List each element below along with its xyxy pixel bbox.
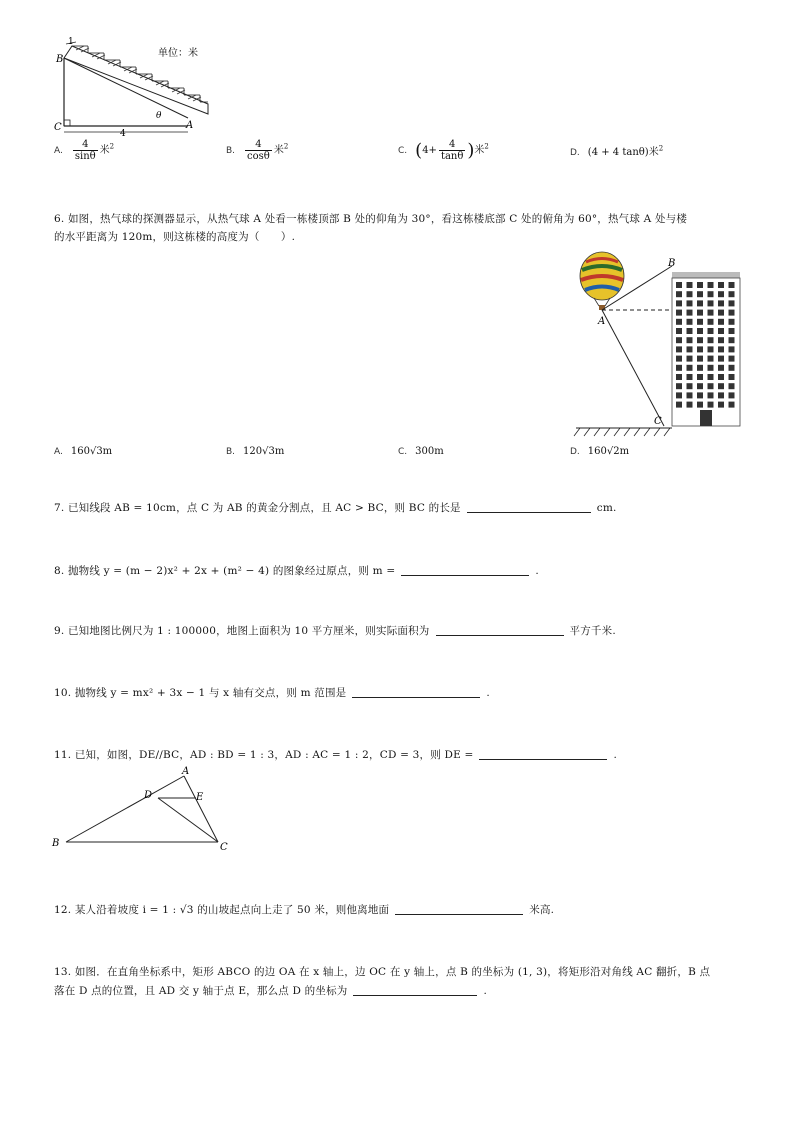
q11-label-E: E bbox=[196, 792, 204, 803]
q11-label-D: D bbox=[144, 790, 153, 801]
building-window bbox=[687, 319, 693, 325]
q11-label-A: A bbox=[182, 766, 190, 777]
building-window bbox=[708, 282, 714, 288]
q12-answer-blank[interactable] bbox=[395, 903, 523, 915]
building-window bbox=[729, 300, 735, 306]
building-window bbox=[697, 291, 703, 297]
building-window bbox=[729, 328, 735, 334]
building-window bbox=[676, 356, 682, 362]
building-window bbox=[676, 374, 682, 380]
building-window bbox=[729, 282, 735, 288]
building-window bbox=[718, 383, 724, 389]
building-window bbox=[697, 374, 703, 380]
building-window bbox=[718, 310, 724, 316]
building-window bbox=[676, 392, 682, 398]
q5-option-d[interactable]: D. (4 + 4 tanθ)米$^2$ bbox=[570, 144, 664, 158]
building-window bbox=[697, 282, 703, 288]
building-window bbox=[687, 402, 693, 408]
label-A: A bbox=[186, 120, 194, 131]
q11: 11. 已知，如图，DE//BC，AD : BD = 1 : 3，AD : AC = 1 : 2，CD = 3，则 DE = . bbox=[54, 749, 618, 761]
q6-label-B: B bbox=[668, 258, 676, 269]
q7-answer-blank[interactable] bbox=[467, 501, 591, 513]
unit-label: 单位：米 bbox=[158, 48, 198, 59]
building-window bbox=[676, 291, 682, 297]
building-window bbox=[729, 319, 735, 325]
building-window bbox=[729, 346, 735, 352]
building-window bbox=[687, 374, 693, 380]
building-window bbox=[708, 337, 714, 343]
triangle-figure bbox=[48, 766, 238, 856]
building-window bbox=[687, 337, 693, 343]
building-window bbox=[729, 402, 735, 408]
fraction: $\frac{4}{\sin\theta}$ bbox=[74, 139, 96, 162]
building-window bbox=[676, 365, 682, 371]
q6-option-d[interactable]: D. 160√2m bbox=[570, 446, 630, 457]
building-window bbox=[729, 337, 735, 343]
building-window bbox=[708, 300, 714, 306]
q12: 12. 某人沿着坡度 i = 1 : √3 的山坡起点向上走了 50 米，则他离地面 米高. bbox=[54, 904, 555, 916]
q6-option-a[interactable]: A. 160√3m bbox=[54, 446, 113, 457]
building-window bbox=[697, 383, 703, 389]
building-window bbox=[708, 402, 714, 408]
building-window bbox=[718, 374, 724, 380]
building-window bbox=[729, 365, 735, 371]
label-theta: θ bbox=[156, 111, 162, 121]
building-window bbox=[718, 356, 724, 362]
building-window bbox=[718, 328, 724, 334]
building-window bbox=[676, 282, 682, 288]
q7: 7. 已知线段 AB = 10cm，点 C 为 AB 的黄金分割点，且 AC > BC，则 BC 的长是 cm. bbox=[54, 502, 617, 514]
building-window bbox=[676, 383, 682, 389]
building-window bbox=[718, 291, 724, 297]
building-window bbox=[687, 310, 693, 316]
building-window bbox=[718, 346, 724, 352]
label-B: B bbox=[56, 54, 64, 65]
q9-answer-blank[interactable] bbox=[436, 624, 564, 636]
q6-option-c[interactable]: C. 300m bbox=[398, 446, 444, 457]
label-four: 4 bbox=[120, 129, 126, 138]
building-window bbox=[729, 374, 735, 380]
building-window bbox=[676, 319, 682, 325]
q6-line1: 6. 如图，热气球的探测器显示，从热气球 A 处看一栋楼顶部 B 处的仰角为 30°，看这栋楼底部 C 处的俯角为 60°，热气球 A 处与楼 bbox=[54, 213, 688, 225]
building-window bbox=[718, 300, 724, 306]
q11-label-B: B bbox=[52, 838, 60, 849]
building-window bbox=[708, 346, 714, 352]
building-window bbox=[687, 291, 693, 297]
building-window bbox=[697, 310, 703, 316]
q6-option-b[interactable]: B. 120√3m bbox=[226, 446, 285, 457]
q5-option-c[interactable]: C. (4+ $\frac{4}{\tan\theta}$ )米$^2$ bbox=[398, 139, 489, 162]
building-window bbox=[687, 328, 693, 334]
building-window bbox=[708, 310, 714, 316]
building-window bbox=[708, 319, 714, 325]
building-window bbox=[697, 356, 703, 362]
building-window bbox=[676, 346, 682, 352]
building-window bbox=[697, 337, 703, 343]
label-C: C bbox=[54, 122, 62, 133]
building-window bbox=[676, 310, 682, 316]
building-window bbox=[708, 291, 714, 297]
q8: 8. 抛物线 y = (m − 2)x² + 2x + (m² − 4) 的图象经过原点，则 m = . bbox=[54, 565, 539, 577]
fraction: $\frac{4}{\cos\theta}$ bbox=[247, 139, 270, 162]
stairs-figure bbox=[48, 36, 218, 138]
q13-answer-blank[interactable] bbox=[353, 984, 477, 996]
building-window bbox=[729, 310, 735, 316]
q13-line2: 落在 D 点的位置，且 AD 交 y 轴于点 E，那么点 D 的坐标为 . bbox=[54, 985, 488, 997]
building-window bbox=[676, 300, 682, 306]
building-window bbox=[729, 383, 735, 389]
building-window bbox=[687, 365, 693, 371]
building-window bbox=[687, 300, 693, 306]
building-window bbox=[718, 337, 724, 343]
building-window bbox=[718, 319, 724, 325]
building-window bbox=[708, 392, 714, 398]
building-window bbox=[708, 356, 714, 362]
building-window bbox=[729, 291, 735, 297]
label-one: 1 bbox=[68, 37, 74, 47]
building-window bbox=[718, 282, 724, 288]
building-window bbox=[687, 282, 693, 288]
q6-label-A: A bbox=[598, 316, 606, 327]
q5-option-b[interactable]: B. $\frac{4}{\cos\theta}$ 米$^2$ bbox=[226, 139, 289, 162]
building-window bbox=[718, 392, 724, 398]
q9: 9. 已知地图比例尺为 1 : 100000，地图上面积为 10 平方厘米，则实际面积为 平方千米. bbox=[54, 625, 616, 637]
balloon-building-figure bbox=[572, 250, 744, 438]
building-window bbox=[718, 365, 724, 371]
building-window bbox=[676, 337, 682, 343]
building-window bbox=[697, 319, 703, 325]
q11-label-C: C bbox=[220, 842, 228, 853]
q13-line1: 13. 如图．在直角坐标系中，矩形 ABCO 的边 OA 在 x 轴上，边 OC 在 y 轴上，点 B 的坐标为 (1, 3)，将矩形沿对角线 AC 翻折，B 点 bbox=[54, 966, 711, 978]
building-window bbox=[697, 328, 703, 334]
building-window bbox=[697, 392, 703, 398]
q5-option-a[interactable]: A. $\frac{4}{\sin\theta}$ 米$^2$ bbox=[54, 139, 115, 162]
q6-line2: 的水平距离为 120m，则这栋楼的高度为（ ）. bbox=[54, 231, 296, 243]
building-window bbox=[718, 402, 724, 408]
building-window bbox=[687, 346, 693, 352]
building-window bbox=[697, 402, 703, 408]
building-window bbox=[708, 365, 714, 371]
building-window bbox=[676, 402, 682, 408]
building-window bbox=[687, 356, 693, 362]
q8-answer-blank[interactable] bbox=[401, 564, 529, 576]
building-window bbox=[708, 383, 714, 389]
q11-answer-blank[interactable] bbox=[479, 748, 607, 760]
building-window bbox=[697, 365, 703, 371]
building-window bbox=[676, 328, 682, 334]
building-window bbox=[729, 356, 735, 362]
building-window bbox=[697, 300, 703, 306]
building-window bbox=[729, 392, 735, 398]
building-window bbox=[697, 346, 703, 352]
fraction: $\frac{4}{\tan\theta}$ bbox=[440, 139, 464, 162]
building-window bbox=[708, 328, 714, 334]
q10-answer-blank[interactable] bbox=[352, 686, 480, 698]
building-window bbox=[687, 383, 693, 389]
q10: 10. 抛物线 y = mx² + 3x − 1 与 x 轴有交点，则 m 范围是 . bbox=[54, 687, 490, 699]
q6-label-C: C bbox=[654, 416, 662, 427]
building-window bbox=[708, 374, 714, 380]
building-window bbox=[687, 392, 693, 398]
